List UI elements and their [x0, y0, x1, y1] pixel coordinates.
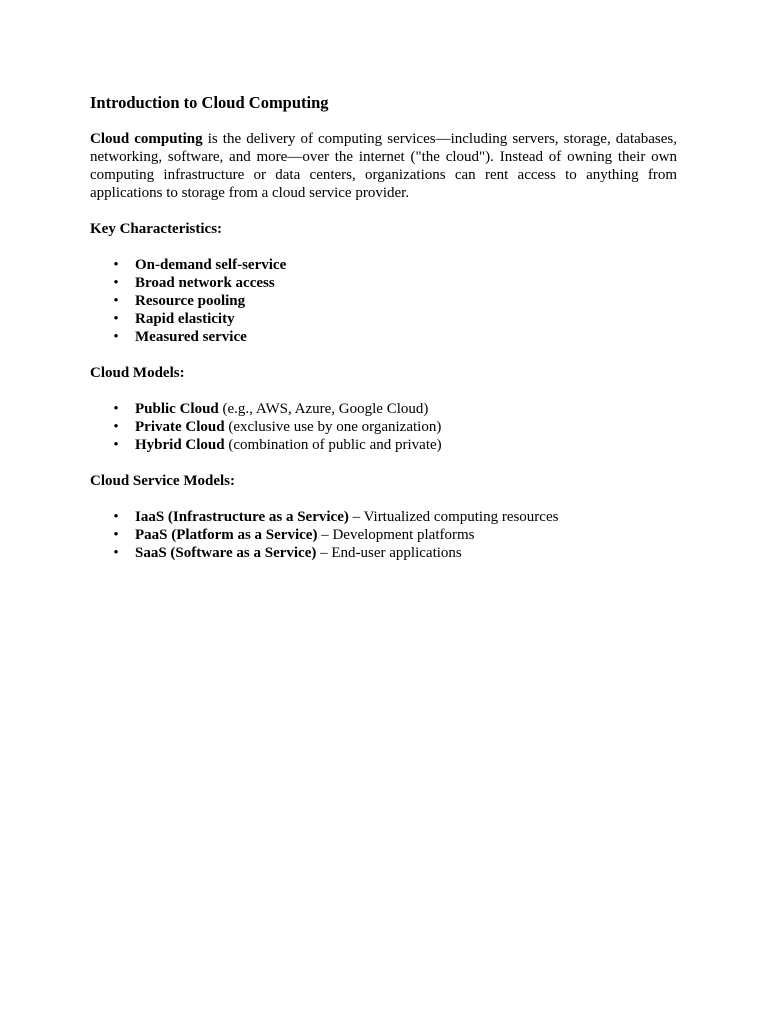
section-cloud-service-models [90, 472, 677, 562]
intro-text: is the delivery of computing services—including servers, storage, databases, networking, software, and more—over the internet ("the cloud"). Instead of owning their own computing infrastructure or data centers, organizations can rent access to anything from applications to storage from a cloud service provider. [90, 131, 678, 201]
item-desc: (exclusive use by one organization) [224, 419, 442, 435]
item-term: Broad network access [135, 275, 275, 291]
list-item [90, 310, 677, 328]
section-heading: Cloud Service Models: [90, 473, 235, 489]
list-item [90, 274, 677, 292]
item-term: Rapid elasticity [135, 311, 235, 327]
list-item [90, 526, 677, 544]
bullet-icon: • [113, 545, 119, 561]
bullet-icon: • [113, 419, 119, 435]
intro-paragraph [90, 130, 677, 202]
item-term: Public Cloud [135, 401, 219, 417]
bullet-icon: • [113, 527, 119, 543]
section-heading: Key Characteristics: [90, 221, 223, 237]
list-item [90, 256, 677, 274]
list-item [90, 418, 677, 436]
bullet-icon: • [113, 257, 119, 273]
item-desc: (combination of public and private) [224, 437, 442, 453]
item-desc: – Virtualized computing resources [348, 509, 559, 525]
item-term: Private Cloud [135, 419, 225, 435]
list-item [90, 436, 677, 454]
bullet-list [90, 400, 677, 454]
item-term: PaaS (Platform as a Service) [135, 527, 318, 543]
item-term: On-demand self-service [135, 257, 287, 273]
bullet-icon: • [113, 329, 119, 345]
item-desc: – End-user applications [316, 545, 462, 561]
item-term: Measured service [135, 329, 247, 345]
list-item [90, 400, 677, 418]
bullet-list [90, 508, 677, 562]
intro-term: Cloud computing [90, 131, 203, 147]
bullet-icon: • [113, 275, 119, 291]
section-key-characteristics [90, 220, 677, 346]
list-item [90, 544, 677, 562]
bullet-icon: • [113, 401, 119, 417]
item-term: IaaS (Infrastructure as a Service) [135, 509, 349, 525]
list-item [90, 328, 677, 346]
bullet-icon: • [113, 509, 119, 525]
item-desc: – Development platforms [317, 527, 475, 543]
bullet-icon: • [113, 293, 119, 309]
item-desc: (e.g., AWS, Azure, Google Cloud) [218, 401, 429, 417]
bullet-icon: • [113, 311, 119, 327]
section-heading: Cloud Models: [90, 365, 185, 381]
item-term: SaaS (Software as a Service) [135, 545, 317, 561]
document-title: Introduction to Cloud Computing [90, 93, 329, 112]
item-term: Resource pooling [135, 293, 246, 309]
item-term: Hybrid Cloud [135, 437, 225, 453]
document-page [90, 92, 677, 562]
list-item [90, 292, 677, 310]
list-item [90, 508, 677, 526]
bullet-list [90, 256, 677, 346]
bullet-icon: • [113, 437, 119, 453]
section-cloud-models [90, 364, 677, 454]
